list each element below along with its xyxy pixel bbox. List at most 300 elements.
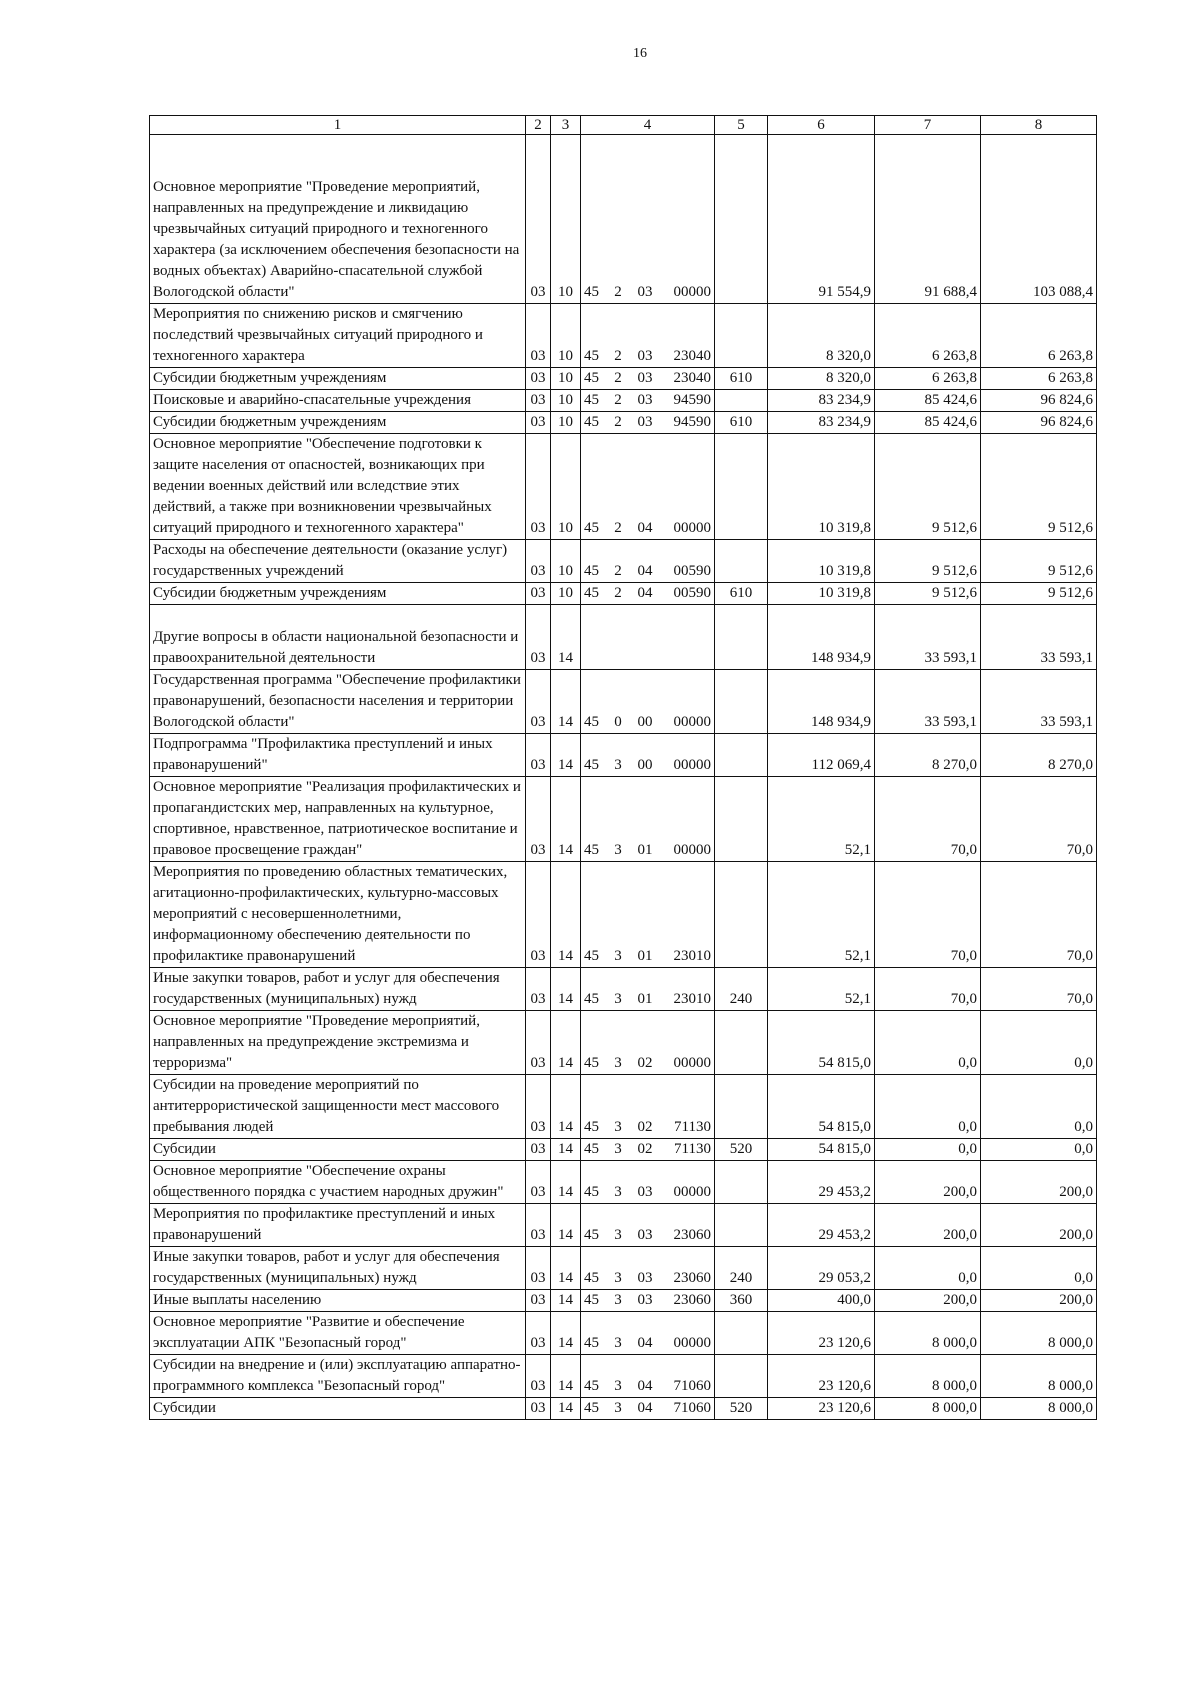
expense-type-code [715, 1355, 768, 1398]
amount-col7: 70,0 [875, 968, 981, 1011]
section-code: 03 [526, 968, 551, 1011]
code-part: 23040 [673, 348, 711, 364]
amount-col7: 6 263,8 [875, 368, 981, 390]
target-article-code [581, 1355, 715, 1398]
subsection-code: 14 [551, 1161, 581, 1204]
code-part: 01 [637, 948, 653, 964]
code-part: 71060 [673, 1378, 711, 1394]
amount-col6: 52,1 [768, 862, 875, 968]
code-part: 02 [637, 1055, 653, 1071]
section-code: 03 [526, 862, 551, 968]
code-part: 23040 [673, 370, 711, 386]
row-name: Иные закупки товаров, работ и услуг для обеспечения государственных (муниципальных) нужд [150, 968, 526, 1011]
code-part: 94590 [673, 392, 711, 408]
amount-col8: 9 512,6 [981, 434, 1097, 540]
table-row [150, 1075, 1097, 1139]
row-name: Другие вопросы в области национальной безопасности и правоохранительной деятельности [150, 605, 526, 670]
code-part: 45 [584, 1141, 599, 1157]
table-row [150, 1161, 1097, 1204]
code-part: 04 [637, 1378, 653, 1394]
amount-col6: 52,1 [768, 777, 875, 862]
target-article-code [581, 1161, 715, 1204]
row-name: Субсидии [150, 1139, 526, 1161]
amount-col6: 112 069,4 [768, 734, 875, 777]
row-name: Основное мероприятие "Обеспечение подготовки к защите населения от опасностей, возникающих при ведении военных действий или вследствие этих действий, а также при возникновении чрезвычайных ситуаций природного и техногенного характера" [150, 434, 526, 540]
amount-col7: 85 424,6 [875, 390, 981, 412]
amount-col6: 54 815,0 [768, 1075, 875, 1139]
table-row [150, 1139, 1097, 1161]
amount-col8: 200,0 [981, 1161, 1097, 1204]
expense-type-code [715, 135, 768, 304]
code-part: 03 [637, 392, 653, 408]
subsection-code: 10 [551, 390, 581, 412]
expense-type-code [715, 1204, 768, 1247]
subsection-code: 10 [551, 540, 581, 583]
amount-col7: 8 270,0 [875, 734, 981, 777]
amount-col7: 6 263,8 [875, 304, 981, 368]
code-part: 23010 [673, 991, 711, 1007]
expense-type-code [715, 1312, 768, 1355]
expense-type-code [715, 1075, 768, 1139]
expense-type-code [715, 304, 768, 368]
target-article-code [581, 434, 715, 540]
table-row [150, 862, 1097, 968]
code-part: 45 [584, 1292, 599, 1308]
code-part: 3 [614, 1227, 622, 1243]
target-article-code [581, 412, 715, 434]
expense-type-code [715, 540, 768, 583]
subsection-code: 14 [551, 734, 581, 777]
amount-col6: 52,1 [768, 968, 875, 1011]
amount-col7: 0,0 [875, 1011, 981, 1075]
table-row [150, 412, 1097, 434]
expense-type-code [715, 862, 768, 968]
subsection-code: 14 [551, 1398, 581, 1420]
section-code: 03 [526, 304, 551, 368]
subsection-code: 14 [551, 670, 581, 734]
subsection-code: 14 [551, 605, 581, 670]
section-code: 03 [526, 670, 551, 734]
expense-type-code: 360 [715, 1290, 768, 1312]
code-part: 45 [584, 714, 599, 730]
code-part: 04 [637, 585, 653, 601]
code-part: 45 [584, 1378, 599, 1394]
code-part: 45 [584, 1184, 599, 1200]
amount-col8: 70,0 [981, 862, 1097, 968]
code-part: 04 [637, 563, 653, 579]
row-name: Субсидии на внедрение и (или) эксплуатацию аппаратно-программного комплекса "Безопасный город" [150, 1355, 526, 1398]
table-row [150, 135, 1097, 304]
amount-col7: 8 000,0 [875, 1398, 981, 1420]
amount-col6: 10 319,8 [768, 434, 875, 540]
code-part: 00000 [673, 714, 711, 730]
target-article-code [581, 583, 715, 605]
code-part: 45 [584, 520, 599, 536]
amount-col6: 54 815,0 [768, 1011, 875, 1075]
amount-col6: 54 815,0 [768, 1139, 875, 1161]
row-name: Основное мероприятие "Проведение мероприятий, направленных на предупреждение экстремизма и терроризма" [150, 1011, 526, 1075]
code-part: 71060 [673, 1400, 711, 1416]
code-part: 04 [637, 1335, 653, 1351]
subsection-code: 10 [551, 135, 581, 304]
code-part: 3 [614, 1270, 622, 1286]
code-part: 03 [637, 1270, 653, 1286]
code-part: 00000 [673, 520, 711, 536]
code-part: 45 [584, 1335, 599, 1351]
table-row [150, 1398, 1097, 1420]
code-part: 45 [584, 563, 599, 579]
amount-col6: 8 320,0 [768, 368, 875, 390]
code-part: 2 [614, 284, 622, 300]
amount-col8: 0,0 [981, 1011, 1097, 1075]
row-name: Мероприятия по профилактике преступлений и иных правонарушений [150, 1204, 526, 1247]
row-name: Субсидии бюджетным учреждениям [150, 412, 526, 434]
code-part: 94590 [673, 414, 711, 430]
section-code: 03 [526, 734, 551, 777]
section-code: 03 [526, 1312, 551, 1355]
amount-col7: 0,0 [875, 1075, 981, 1139]
expense-type-code [715, 1161, 768, 1204]
target-article-code [581, 968, 715, 1011]
amount-col7: 0,0 [875, 1247, 981, 1290]
amount-col6: 29 453,2 [768, 1204, 875, 1247]
amount-col7: 70,0 [875, 777, 981, 862]
table-row [150, 1204, 1097, 1247]
expense-type-code [715, 734, 768, 777]
code-part: 45 [584, 585, 599, 601]
subsection-code: 14 [551, 968, 581, 1011]
amount-col8: 8 000,0 [981, 1398, 1097, 1420]
table-body [150, 135, 1097, 1420]
expense-type-code: 610 [715, 583, 768, 605]
amount-col8: 8 000,0 [981, 1312, 1097, 1355]
row-name: Иные выплаты населению [150, 1290, 526, 1312]
subsection-code: 14 [551, 1355, 581, 1398]
section-code: 03 [526, 540, 551, 583]
amount-col6: 148 934,9 [768, 670, 875, 734]
table-row [150, 1011, 1097, 1075]
header-cell: 6 [768, 116, 875, 135]
code-part: 3 [614, 1055, 622, 1071]
amount-col8: 33 593,1 [981, 670, 1097, 734]
code-part: 45 [584, 1119, 599, 1135]
amount-col8: 70,0 [981, 968, 1097, 1011]
table-row [150, 605, 1097, 670]
amount-col7: 9 512,6 [875, 583, 981, 605]
code-part: 3 [614, 948, 622, 964]
amount-col6: 10 319,8 [768, 540, 875, 583]
amount-col8: 6 263,8 [981, 304, 1097, 368]
target-article-code [581, 605, 715, 670]
header-cell: 7 [875, 116, 981, 135]
row-name: Поисковые и аварийно-спасательные учреждения [150, 390, 526, 412]
expense-type-code [715, 390, 768, 412]
subsection-code: 14 [551, 1290, 581, 1312]
expense-type-code [715, 434, 768, 540]
header-cell: 2 [526, 116, 551, 135]
code-part: 03 [637, 348, 653, 364]
table-row [150, 777, 1097, 862]
target-article-code [581, 862, 715, 968]
row-name: Основное мероприятие "Реализация профилактических и пропагандистских мер, направленных на культурное, спортивное, нравственное, патриотическое воспитание и правовое просвещение граждан" [150, 777, 526, 862]
amount-col7: 200,0 [875, 1161, 981, 1204]
code-part: 23060 [673, 1227, 711, 1243]
code-part: 00590 [673, 585, 711, 601]
subsection-code: 10 [551, 412, 581, 434]
code-part: 00 [637, 757, 653, 773]
target-article-code [581, 390, 715, 412]
row-name: Мероприятия по проведению областных тематических, агитационно-профилактических, культурно-массовых мероприятий с несовершеннолетними, информационному обеспечению деятельности по профилактике правонарушений [150, 862, 526, 968]
code-part: 00000 [673, 842, 711, 858]
amount-col6: 400,0 [768, 1290, 875, 1312]
code-part: 3 [614, 1400, 622, 1416]
header-cell: 8 [981, 116, 1097, 135]
amount-col8: 8 000,0 [981, 1355, 1097, 1398]
code-part: 00590 [673, 563, 711, 579]
section-code: 03 [526, 605, 551, 670]
expense-type-code: 610 [715, 368, 768, 390]
code-part: 23060 [673, 1292, 711, 1308]
budget-table [149, 115, 1097, 1420]
code-part: 3 [614, 842, 622, 858]
amount-col8: 70,0 [981, 777, 1097, 862]
target-article-code [581, 1312, 715, 1355]
section-code: 03 [526, 1204, 551, 1247]
target-article-code [581, 1204, 715, 1247]
section-code: 03 [526, 1161, 551, 1204]
code-part: 3 [614, 1141, 622, 1157]
section-code: 03 [526, 412, 551, 434]
section-code: 03 [526, 583, 551, 605]
row-name: Подпрограмма "Профилактика преступлений и иных правонарушений" [150, 734, 526, 777]
code-part: 03 [637, 1292, 653, 1308]
target-article-code [581, 777, 715, 862]
subsection-code: 14 [551, 777, 581, 862]
header-cell: 1 [150, 116, 526, 135]
code-part: 3 [614, 1119, 622, 1135]
amount-col7: 200,0 [875, 1204, 981, 1247]
subsection-code: 14 [551, 1247, 581, 1290]
section-code: 03 [526, 368, 551, 390]
amount-col7: 200,0 [875, 1290, 981, 1312]
amount-col8: 96 824,6 [981, 390, 1097, 412]
amount-col8: 96 824,6 [981, 412, 1097, 434]
table-row [150, 1290, 1097, 1312]
expense-type-code: 520 [715, 1398, 768, 1420]
section-code: 03 [526, 434, 551, 540]
amount-col6: 23 120,6 [768, 1398, 875, 1420]
amount-col6: 148 934,9 [768, 605, 875, 670]
row-name: Основное мероприятие "Проведение мероприятий, направленных на предупреждение и ликвидацию чрезвычайных ситуаций природного и техногенного характера (за исключением обеспечения безопасности на водных объектах) Аварийно-спасательной службой Вологодской области" [150, 135, 526, 304]
table-row [150, 1247, 1097, 1290]
code-part: 00000 [673, 1055, 711, 1071]
code-part: 45 [584, 1270, 599, 1286]
header-cell: 3 [551, 116, 581, 135]
amount-col7: 91 688,4 [875, 135, 981, 304]
subsection-code: 14 [551, 1139, 581, 1161]
amount-col7: 9 512,6 [875, 434, 981, 540]
section-code: 03 [526, 135, 551, 304]
code-part: 2 [614, 348, 622, 364]
code-part: 45 [584, 370, 599, 386]
table-row [150, 540, 1097, 583]
amount-col6: 23 120,6 [768, 1312, 875, 1355]
code-part: 00 [637, 714, 653, 730]
code-part: 00000 [673, 1184, 711, 1200]
amount-col7: 85 424,6 [875, 412, 981, 434]
subsection-code: 10 [551, 583, 581, 605]
amount-col6: 10 319,8 [768, 583, 875, 605]
section-code: 03 [526, 1139, 551, 1161]
amount-col6: 83 234,9 [768, 390, 875, 412]
row-name: Основное мероприятие "Обеспечение охраны общественного порядка с участием народных дружин" [150, 1161, 526, 1204]
code-part: 3 [614, 757, 622, 773]
section-code: 03 [526, 390, 551, 412]
table-row [150, 1312, 1097, 1355]
table-row [150, 304, 1097, 368]
page-number: 16 [633, 46, 647, 61]
amount-col6: 29 053,2 [768, 1247, 875, 1290]
code-part: 45 [584, 1227, 599, 1243]
row-name: Основное мероприятие "Развитие и обеспечение эксплуатации АПК "Безопасный город" [150, 1312, 526, 1355]
code-part: 2 [614, 585, 622, 601]
code-part: 00000 [673, 284, 711, 300]
amount-col6: 8 320,0 [768, 304, 875, 368]
amount-col6: 91 554,9 [768, 135, 875, 304]
amount-col8: 8 270,0 [981, 734, 1097, 777]
section-code: 03 [526, 1355, 551, 1398]
code-part: 3 [614, 1292, 622, 1308]
code-part: 3 [614, 1335, 622, 1351]
code-part: 23060 [673, 1270, 711, 1286]
section-code: 03 [526, 1075, 551, 1139]
section-code: 03 [526, 1398, 551, 1420]
amount-col7: 9 512,6 [875, 540, 981, 583]
table-row [150, 670, 1097, 734]
table-header-row [150, 116, 1097, 135]
code-part: 00000 [673, 757, 711, 773]
expense-type-code [715, 777, 768, 862]
code-part: 01 [637, 991, 653, 1007]
amount-col8: 200,0 [981, 1290, 1097, 1312]
code-part: 3 [614, 1184, 622, 1200]
amount-col8: 0,0 [981, 1247, 1097, 1290]
code-part: 2 [614, 392, 622, 408]
code-part: 45 [584, 284, 599, 300]
amount-col7: 8 000,0 [875, 1312, 981, 1355]
subsection-code: 10 [551, 368, 581, 390]
code-part: 03 [637, 1184, 653, 1200]
code-part: 45 [584, 948, 599, 964]
amount-col7: 33 593,1 [875, 670, 981, 734]
amount-col8: 103 088,4 [981, 135, 1097, 304]
code-part: 45 [584, 348, 599, 364]
row-name: Расходы на обеспечение деятельности (оказание услуг) государственных учреждений [150, 540, 526, 583]
expense-type-code [715, 670, 768, 734]
table-row [150, 968, 1097, 1011]
code-part: 2 [614, 563, 622, 579]
target-article-code [581, 1290, 715, 1312]
code-part: 23010 [673, 948, 711, 964]
amount-col8: 33 593,1 [981, 605, 1097, 670]
target-article-code [581, 304, 715, 368]
row-name: Субсидии бюджетным учреждениям [150, 583, 526, 605]
expense-type-code [715, 1011, 768, 1075]
code-part: 45 [584, 392, 599, 408]
row-name: Субсидии [150, 1398, 526, 1420]
code-part: 45 [584, 414, 599, 430]
table-row [150, 434, 1097, 540]
table-row [150, 368, 1097, 390]
target-article-code [581, 734, 715, 777]
code-part: 2 [614, 520, 622, 536]
target-article-code [581, 670, 715, 734]
target-article-code [581, 1247, 715, 1290]
amount-col8: 9 512,6 [981, 540, 1097, 583]
target-article-code [581, 1011, 715, 1075]
subsection-code: 14 [551, 1075, 581, 1139]
row-name: Государственная программа "Обеспечение профилактики правонарушений, безопасности населения и территории Вологодской области" [150, 670, 526, 734]
code-part: 02 [637, 1141, 653, 1157]
amount-col8: 0,0 [981, 1139, 1097, 1161]
expense-type-code [715, 605, 768, 670]
amount-col6: 23 120,6 [768, 1355, 875, 1398]
subsection-code: 14 [551, 1204, 581, 1247]
code-part: 03 [637, 414, 653, 430]
code-part: 2 [614, 370, 622, 386]
section-code: 03 [526, 1290, 551, 1312]
code-part: 03 [637, 284, 653, 300]
code-part: 0 [614, 714, 622, 730]
code-part: 04 [637, 1400, 653, 1416]
row-name: Иные закупки товаров, работ и услуг для обеспечения государственных (муниципальных) нужд [150, 1247, 526, 1290]
subsection-code: 10 [551, 304, 581, 368]
expense-type-code: 240 [715, 1247, 768, 1290]
section-code: 03 [526, 1011, 551, 1075]
table-row [150, 734, 1097, 777]
code-part: 45 [584, 991, 599, 1007]
amount-col8: 200,0 [981, 1204, 1097, 1247]
section-code: 03 [526, 1247, 551, 1290]
code-part: 71130 [674, 1119, 711, 1135]
subsection-code: 14 [551, 1011, 581, 1075]
section-code: 03 [526, 777, 551, 862]
subsection-code: 10 [551, 434, 581, 540]
code-part: 03 [637, 370, 653, 386]
table-row [150, 583, 1097, 605]
amount-col8: 0,0 [981, 1075, 1097, 1139]
code-part: 01 [637, 842, 653, 858]
code-part: 45 [584, 1055, 599, 1071]
amount-col8: 6 263,8 [981, 368, 1097, 390]
target-article-code [581, 368, 715, 390]
header-cell: 5 [715, 116, 768, 135]
amount-col7: 8 000,0 [875, 1355, 981, 1398]
amount-col6: 83 234,9 [768, 412, 875, 434]
code-part: 3 [614, 1378, 622, 1394]
expense-type-code: 520 [715, 1139, 768, 1161]
target-article-code [581, 540, 715, 583]
target-article-code [581, 135, 715, 304]
header-cell: 4 [581, 116, 715, 135]
expense-type-code: 240 [715, 968, 768, 1011]
row-name: Мероприятия по снижению рисков и смягчению последствий чрезвычайных ситуаций природного и техногенного характера [150, 304, 526, 368]
row-name: Субсидии бюджетным учреждениям [150, 368, 526, 390]
code-part: 71130 [674, 1141, 711, 1157]
subsection-code: 14 [551, 1312, 581, 1355]
code-part: 2 [614, 414, 622, 430]
code-part: 03 [637, 1227, 653, 1243]
